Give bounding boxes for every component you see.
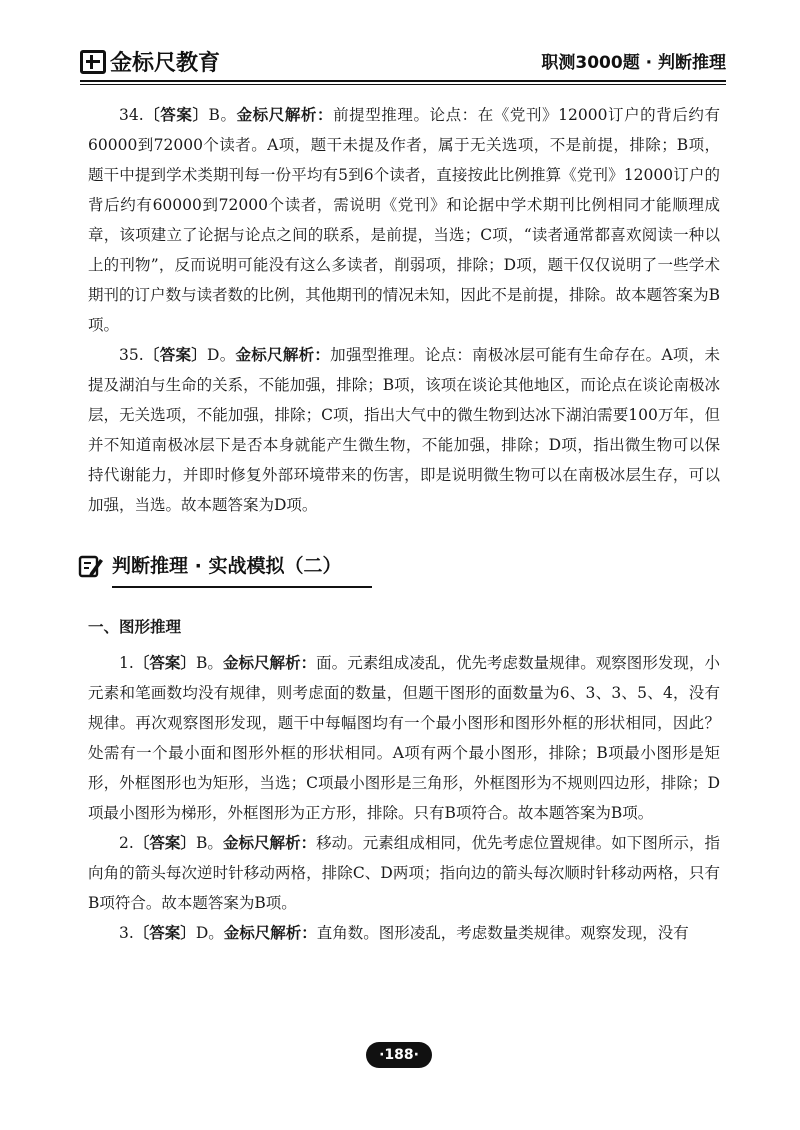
- answer-value: B。: [195, 834, 223, 852]
- analysis-label: 金标尺解析：: [222, 654, 317, 672]
- question-number: 34.: [119, 106, 144, 124]
- answer-label: 〔答案〕: [133, 654, 196, 672]
- analysis-label: 金标尺解析：: [236, 106, 334, 124]
- page-content: [88, 100, 720, 948]
- question-number: 1.: [119, 654, 134, 672]
- answer-label: 〔答案〕: [133, 834, 196, 852]
- answer-q2: [88, 828, 720, 918]
- answer-35: [88, 340, 720, 520]
- question-number: 3.: [119, 924, 134, 942]
- page-number: ·188·: [366, 1042, 432, 1068]
- answer-q3: [88, 918, 720, 948]
- section-title: 判断推理 · 实战模拟（二）: [112, 555, 342, 577]
- analysis-text: 加强型推理。论点：南极冰层可能有生命存在。A项，未提及湖泊与生命的关系，不能加强，排除；B项，该项在谈论其他地区，而论点在谈论南极冰层，无关选项，不能加强，排除；C项，指出大气中的微生物到达冰下湖泊需要100万年，但并不知道南极冰层下是否本身就能产生微生物，不能加强，排除；D项，指出微生物可以保持代谢能力，并即时修复外部环境带来的伤害，即是说明微生物可以在南极冰层生存，可以加强，当选。故本题答案为D项。: [88, 346, 720, 514]
- answer-label: 〔答案〕: [143, 106, 209, 124]
- brand-logo: [80, 46, 220, 77]
- header-divider: [80, 80, 726, 82]
- answer-value: D。: [195, 924, 224, 942]
- analysis-text: 面。元素组成凌乱，优先考虑数量规律。观察图形发现，小元素和笔画数均没有规律，则考虑面的数量，但题干图形的面数量为6、3、3、5、4，没有规律。再次观察图形发现，题干中每幅图均有一个最小图形和图形外框的形状相同，因此？处需有一个最小面和图形外框的形状相同。A项有两个最小图形，排除；B项最小图形是矩形，外框图形也为矩形，当选；C项最小图形是三角形，外框图形为不规则四边形，排除；D项最小图形为梯形，外框图形为正方形，排除。只有B项符合。故本题答案为B项。: [88, 654, 720, 822]
- question-number: 35.: [119, 346, 144, 364]
- answer-value: D。: [207, 346, 236, 364]
- answer-34: [88, 100, 720, 340]
- subsection-title: 一、图形推理: [88, 618, 182, 636]
- analysis-text: 移动。元素组成相同，优先考虑位置规律。如下图所示，指向角的箭头每次逆时针移动两格，排除C、D两项；指向边的箭头每次顺时针移动两格，只有B项符合。故本题答案为B项。: [88, 834, 720, 912]
- analysis-text: 前提型推理。论点：在《党刊》12000订户的背后约有60000到72000个读者。A项，题干未提及作者，属于无关选项，不是前提，排除；B项，题干中提到学术类期刊每一份平均有5到6个读者，直接按此比例推算《党刊》12000订户的背后约有60000到72000个读者，需说明《党刊》和论据中学术期刊比例相同才能顺理成章，该项建立了论据与论点之间的联系，是前提，当选；C项，“读者通常都喜欢阅读一种以上的刊物”，反而说明可能没有这么多读者，削弱项，排除；D项，题干仅仅说明了一些学术期刊的订户数与读者数的比例，其他期刊的情况未知，因此不是前提，排除。故本题答案为B项。: [88, 106, 720, 334]
- answer-label: 〔答案〕: [133, 924, 196, 942]
- header-title: 职测3000题 · 判断推理: [541, 53, 726, 73]
- header-divider-thin: [80, 84, 726, 85]
- logo-mark-icon: [80, 50, 106, 74]
- analysis-label: 金标尺解析：: [223, 924, 317, 942]
- section-heading: [78, 540, 720, 592]
- analysis-label: 金标尺解析：: [235, 346, 331, 364]
- section-underline: [112, 586, 372, 588]
- question-number: 2.: [119, 834, 134, 852]
- analysis-label: 金标尺解析：: [222, 834, 317, 852]
- answer-value: B。: [195, 654, 223, 672]
- answer-q1: [88, 648, 720, 828]
- answer-value: B。: [208, 106, 237, 124]
- logo-text: 金标尺教育: [110, 51, 221, 76]
- pencil-note-icon: [78, 553, 104, 579]
- answer-label: 〔答案〕: [143, 346, 208, 364]
- page-header: [80, 36, 726, 86]
- analysis-text: 直角数。图形凌乱，考虑数量类规律。观察发现，没有: [316, 924, 689, 942]
